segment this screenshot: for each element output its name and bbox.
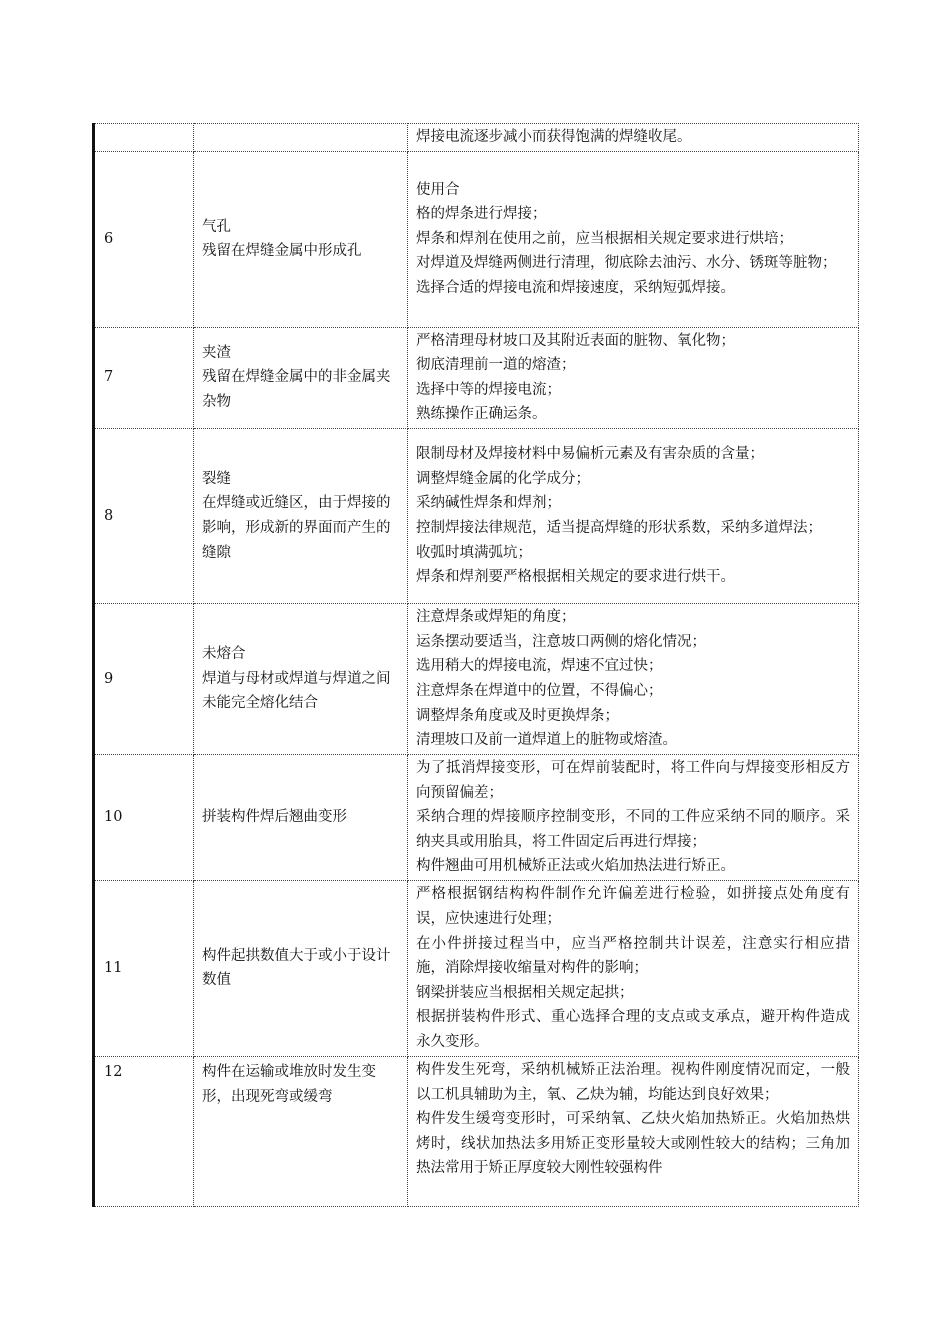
defect-name	[194, 124, 408, 152]
prevention-measures	[408, 1056, 859, 1206]
measure-item: 彻底清理前一道的熔渣；	[416, 357, 576, 374]
measure-item: 限制母材及焊接材料中易偏析元素及有害杂质的含量；	[416, 446, 764, 463]
prevention-measures	[408, 327, 859, 428]
defect-name-title: 构件在运输或堆放时发生变形，出现死弯或缓弯	[202, 1063, 376, 1105]
table-row	[94, 880, 859, 1056]
measure-item: 严格清理母材坡口及其附近表面的脏物、氧化物；	[416, 332, 735, 349]
defect-description: 残留在焊缝金属中的非金属夹杂物	[202, 369, 391, 411]
table-row	[94, 151, 859, 327]
prevention-measures	[408, 428, 859, 603]
defect-name-title: 气孔	[202, 218, 231, 235]
defect-name	[194, 151, 408, 327]
measure-item: 构件发生死弯，采纳机械矫正法治理。视构件刚度情况而定，一般以工机具辅助为主，氧、乙炔为辅，均能达到良好效果；	[416, 1061, 850, 1103]
measure-item: 在小件拼接过程当中，应当严格控制共计误差，注意实行相应措施，消除焊接收缩量对构件的影响；	[416, 935, 850, 977]
measure-item: 焊条和焊剂在使用之前，应当根据相关规定要求进行烘培；	[416, 230, 793, 247]
prevention-measures	[408, 754, 859, 880]
defect-name-title: 夹渣	[202, 344, 231, 361]
defect-name-title: 构件起拱数值大于或小于设计数值	[202, 947, 391, 989]
prevention-measures	[408, 603, 859, 754]
row-number: 10	[94, 754, 194, 880]
measure-item: 注意焊条或焊矩的角度；	[416, 609, 576, 626]
measure-item: 构件发生缓弯变形时，可采纳氧、乙炔火焰加热矫正。火焰加热烘烤时，线状加热法多用矫正变形量较大或刚性较大的结构；三角加热法常用于矫正厚度较大刚性较强构件	[416, 1111, 850, 1177]
measure-item: 收弧时填满弧坑；	[416, 544, 532, 561]
defect-name	[194, 754, 408, 880]
defect-name	[194, 428, 408, 603]
measure-item: 注意焊条在焊道中的位置，不得偏心；	[416, 682, 663, 699]
defect-description: 残留在焊缝金属中形成孔	[202, 243, 362, 260]
table-row	[94, 428, 859, 603]
prevention-measures	[408, 151, 859, 327]
defect-name-title: 裂缝	[202, 470, 231, 487]
prevention-measures	[408, 880, 859, 1056]
defect-name-title: 未熔合	[202, 646, 246, 663]
measure-item: 清理坡口及前一道焊道上的脏物或熔渣。	[416, 732, 677, 749]
row-number: 7	[94, 327, 194, 428]
measure-item: 调整焊缝金属的化学成分；	[416, 470, 590, 487]
table-row	[94, 1056, 859, 1206]
measure-item: 控制焊接法律规范，适当提高焊缝的形状系数，采纳多道焊法；	[416, 519, 822, 536]
defect-description: 在焊缝或近缝区，由于焊接的影响，形成新的界面而产生的缝隙	[202, 495, 391, 561]
defects-table	[92, 123, 859, 1207]
row-number	[94, 124, 194, 152]
measure-item: 对焊道及焊缝两侧进行清理，彻底除去油污、水分、锈斑等脏物；	[416, 255, 837, 272]
defect-name	[194, 327, 408, 428]
measure-item: 使用合	[416, 181, 460, 198]
measure-item: 熟练操作正确运条。	[416, 406, 547, 423]
measure-item: 焊条和焊剂要严格根据相关规定的要求进行烘干。	[416, 569, 735, 586]
measure-item: 选用稍大的焊接电流，焊速不宜过快；	[416, 658, 663, 675]
measure-item: 为了抵消焊接变形，可在焊前装配时，将工件向与焊接变形相反方向预留偏差；	[416, 759, 850, 801]
table-row	[94, 124, 859, 152]
measure-item: 钢梁拼装应当根据相关规定起拱；	[416, 984, 634, 1001]
row-number: 9	[94, 603, 194, 754]
measure-item: 调整焊条角度或及时更换焊条；	[416, 707, 619, 724]
row-number: 6	[94, 151, 194, 327]
measure-item: 采纳合理的焊接顺序控制变形，不同的工件应采纳不同的顺序。采纳夹具或用胎具，将工件固定后再进行焊接；	[416, 809, 850, 850]
measure-item: 格的焊条进行焊接；	[416, 206, 547, 223]
measure-item: 运条摆动要适当，注意坡口两侧的熔化情况；	[416, 633, 706, 650]
measure-item: 采纳碱性焊条和焊剂；	[416, 495, 561, 512]
defect-name	[194, 1056, 408, 1206]
row-number: 11	[94, 880, 194, 1056]
table-row	[94, 603, 859, 754]
row-number: 12	[94, 1056, 194, 1206]
prevention-measures	[408, 124, 859, 152]
measure-item: 选择中等的焊接电流；	[416, 381, 561, 398]
measure-item: 严格根据钢结构构件制作允许偏差进行检验，如拼接点处角度有误，应快速进行处理；	[416, 886, 850, 927]
defect-name	[194, 880, 408, 1056]
table-row	[94, 327, 859, 428]
defect-description: 焊道与母材或焊道与焊道之间未能完全熔化结合	[202, 670, 391, 712]
defect-name	[194, 603, 408, 754]
measure-item: 根据拼装构件形式、重心选择合理的支点或支承点，避开构件造成永久变形。	[416, 1009, 850, 1050]
table-row	[94, 754, 859, 880]
row-number: 8	[94, 428, 194, 603]
measure-item: 选择合适的焊接电流和焊接速度，采纳短弧焊接。	[416, 279, 735, 296]
defect-name-title: 拼装构件焊后翘曲变形	[202, 809, 347, 826]
measure-item: 焊接电流逐步减小而获得饱满的焊缝收尾。	[416, 129, 692, 145]
measure-item: 构件翘曲可用机械矫正法或火焰加热法进行矫正。	[416, 858, 735, 875]
